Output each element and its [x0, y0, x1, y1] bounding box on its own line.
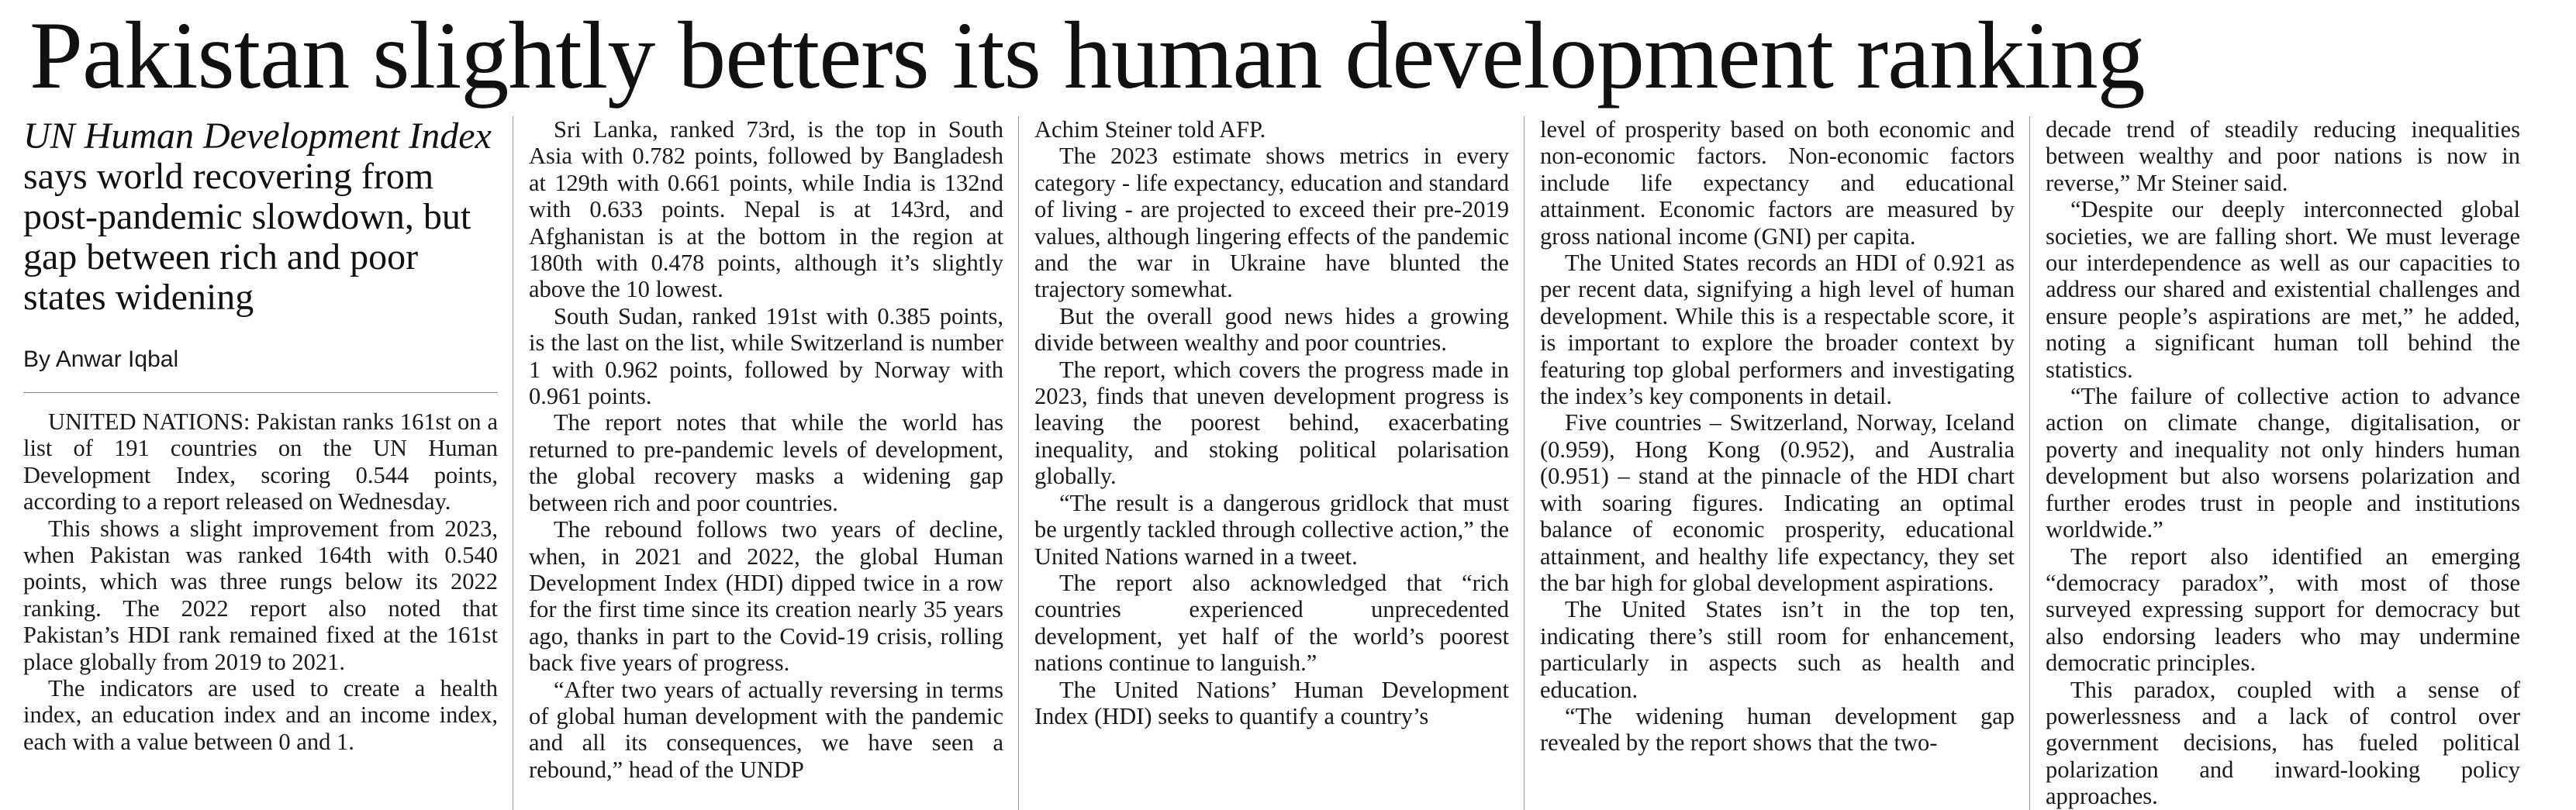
paragraph: UNITED NATIONS: Pakistan ranks 161st on a list of 191 countries on the UN Human Development Index, scoring 0.544 points, according to a report released on Wednesday. — [23, 408, 498, 515]
paragraph: Five countries – Switzerland, Norway, Iceland (0.959), Hong Kong (0.952), and Australia (0.951) – stand at the pinnacle of the HDI chart with soaring figures. Indicating an optimal balance of economic prosperity, educational attainment, and healthy life expectancy, they set the bar high for global development aspirations. — [1540, 409, 2015, 596]
article-columns — [23, 115, 2560, 810]
deck-italic: UN Human Development Index — [23, 115, 492, 157]
column-4 — [1540, 116, 2015, 810]
paragraph: But the overall good news hides a growing divide between wealthy and poor countries. — [1034, 302, 1509, 357]
paragraph: The report also identified an emerging “democracy paradox”, with most of those surveyed expressing support for democracy but also endorsing leaders who may undermine democratic principles. — [2046, 543, 2520, 677]
byline-divider — [23, 392, 498, 393]
paragraph: The 2023 estimate shows metrics in every category - life expectancy, education and standard of living - are projected to exceed their pre-2019 values, although lingering effects of the pandemic and the war in Ukraine have blunted the trajectory somewhat. — [1034, 143, 1509, 303]
paragraph: The United Nations’ Human Development Index (HDI) seeks to quantify a country’s — [1034, 676, 1509, 729]
byline: By Anwar Iqbal — [23, 346, 179, 372]
paragraph: “The widening human development gap revealed by the report shows that the two- — [1540, 702, 2015, 757]
paragraph: The report notes that while the world has returned to pre-pandemic levels of development, the global recovery masks a widening gap between rich and poor countries. — [529, 409, 1003, 516]
paragraph-continued: level of prosperity based on both economic and non-economic factors. Non-economic factors include life expectancy and educational attainment. Economic factors are measured by gross national income (GNI) per capita. — [1540, 116, 2015, 250]
deck-text: says world recovering from post-pandemic slowdown, but gap between rich and poor states widening — [23, 156, 471, 318]
column-1 — [23, 116, 498, 810]
column-3 — [1034, 116, 1509, 810]
paragraph: The report, which covers the progress made in 2023, finds that uneven development progress is leaving the poorest behind, exacerbating inequality, and stoking political polarisation globally. — [1034, 356, 1509, 490]
paragraph: South Sudan, ranked 191st with 0.385 points, is the last on the list, while Switzerland is number 1 with 0.962 points, followed by Norway with 0.961 points. — [529, 302, 1003, 410]
paragraph: “The result is a dangerous gridlock that must be urgently tackled through collective action,” the United Nations warned in a tweet. — [1034, 489, 1509, 570]
column-2 — [529, 116, 1003, 810]
paragraph: The rebound follows two years of decline, when, in 2021 and 2022, the global Human Development Index (HDI) dipped twice in a row for the first time since its creation nearly 35 years ago, thanks in part to the Covid-19 crisis, rolling back five years of progress. — [529, 516, 1003, 677]
paragraph: The indicators are used to create a health index, an education index and an income index, each with a value between 0 and 1. — [23, 675, 498, 755]
paragraph-continued: Achim Steiner told AFP. — [1034, 116, 1266, 143]
deck — [23, 116, 498, 318]
paragraph: “Despite our deeply interconnected global societies, we are falling short. We must leverage our interdependence as well as our capacities to address our shared and existential challenges and ensure people’s aspirations are met,” he added, noting a significant human toll behind the statistics. — [2046, 196, 2520, 383]
paragraph: The United States isn’t in the top ten, indicating there’s still room for enhancement, particularly in aspects such as health and education. — [1540, 596, 2015, 703]
paragraph: This paradox, coupled with a sense of powerlessness and a lack of control over government decisions, has fueled political polarization and inward-looking policy approaches. — [2046, 676, 2520, 810]
paragraph: “The failure of collective action to advance action on climate change, digitalisation, or poverty and inequality not only hinders human development but also worsens polarization and further erodes trust in people and institutions worldwide.” — [2046, 383, 2520, 543]
paragraph-continued: decade trend of steadily reducing inequalities between wealthy and poor nations is now in reverse,” Mr Steiner said. — [2046, 116, 2520, 196]
headline: Pakistan slightly betters its human development ranking — [29, 2, 2145, 109]
paragraph: The report also acknowledged that “rich countries experienced unprecedented development, yet half of the world’s poorest nations continue to languish.” — [1034, 569, 1509, 677]
paragraph: This shows a slight improvement from 2023, when Pakistan was ranked 164th with 0.540 points, which was three rungs below its 2022 ranking. The 2022 report also noted that Pakistan’s HDI rank remained fixed at the 161st place globally from 2019 to 2021. — [23, 515, 498, 675]
paragraph: The United States records an HDI of 0.921 as per recent data, signifying a high level of human development. While this is a respectable score, it is important to explore the broader context by featuring top global performers and investigating the index’s key components in detail. — [1540, 250, 2015, 410]
paragraph: Sri Lanka, ranked 73rd, is the top in South Asia with 0.782 points, followed by Bangladesh at 129th with 0.661 points, while India is 132nd with 0.633 points. Nepal is at 143rd, and Afghanistan is at the bottom in the region at 180th with 0.478 points, although it’s slightly above the 10 lowest. — [529, 116, 1003, 303]
paragraph: “After two years of actually reversing in terms of global human development with the pandemic and all its consequences, we have seen a rebound,” head of the UNDP — [529, 676, 1003, 783]
column-5 — [2046, 116, 2520, 810]
